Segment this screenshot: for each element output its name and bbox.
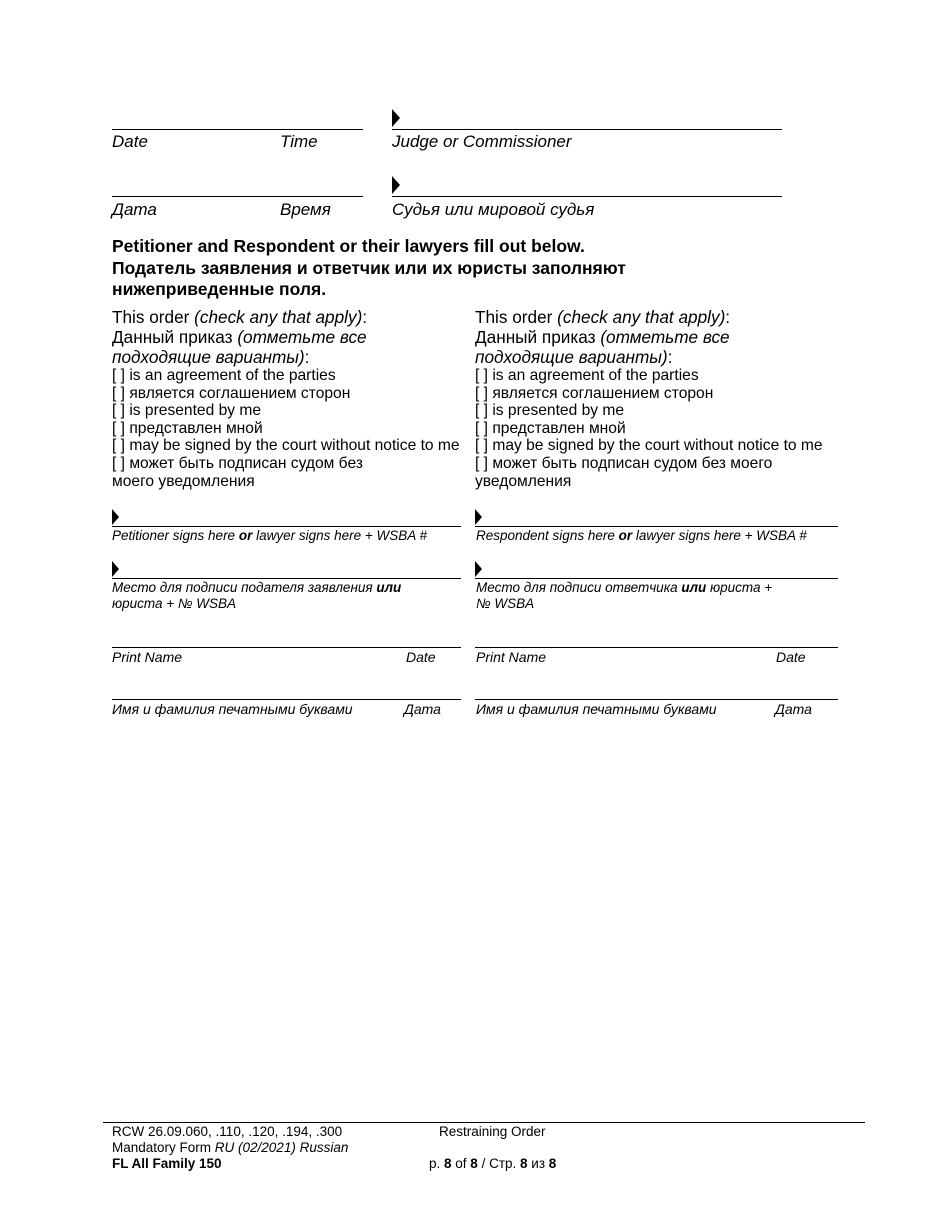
order-intro-ru: Данный приказ (отметьте все bbox=[475, 327, 730, 347]
respondent-print-name-label-ru: Имя и фамилия печатными буквами bbox=[476, 701, 717, 717]
respondent-order-options bbox=[475, 307, 823, 490]
option-no-notice-ru-cont: моего уведомления bbox=[112, 472, 255, 490]
petitioner-signature-arrow-icon-ru bbox=[112, 561, 119, 577]
petitioner-print-name-label-ru: Имя и фамилия печатными буквами bbox=[112, 701, 353, 717]
footer-page-number: p. 8 of 8 / Стр. 8 из 8 bbox=[429, 1156, 557, 1171]
judge-signature-arrow-icon-ru bbox=[392, 176, 400, 194]
date-label-en: Date bbox=[112, 132, 148, 151]
petitioner-date-label-ru: Дата bbox=[404, 701, 441, 717]
respondent-date-label: Date bbox=[776, 649, 806, 665]
judge-label-en: Judge or Commissioner bbox=[392, 132, 572, 151]
petitioner-sign-label-en: Petitioner signs here or lawyer signs here + WSBA # bbox=[112, 528, 428, 543]
order-intro-ru: Данный приказ (отметьте все bbox=[112, 327, 367, 347]
heading-line-ru-1: Податель заявления и ответчик или их юристы заполняют bbox=[112, 257, 626, 278]
option-presented-checkbox-ru[interactable]: [ ] представлен мной bbox=[112, 419, 263, 437]
option-presented-checkbox-ru[interactable]: [ ] представлен мной bbox=[475, 419, 626, 437]
option-no-notice-checkbox[interactable]: [ ] may be signed by the court without notice to me bbox=[475, 437, 823, 455]
order-intro-ru-cont: подходящие варианты): bbox=[112, 347, 310, 367]
order-intro-en: This order (check any that apply): bbox=[112, 307, 368, 327]
petitioner-date-label: Date bbox=[406, 649, 436, 665]
option-presented-checkbox[interactable]: [ ] is presented by me bbox=[475, 402, 625, 420]
option-presented-checkbox[interactable]: [ ] is presented by me bbox=[112, 402, 262, 420]
respondent-sign-label-ru: Место для подписи ответчика или юриста + № WSBA bbox=[476, 580, 773, 611]
petitioner-print-name-line-ru[interactable] bbox=[112, 699, 461, 700]
time-label-en: Time bbox=[280, 132, 318, 151]
respondent-sign-label-en: Respondent signs here or lawyer signs here + WSBA # bbox=[476, 528, 807, 543]
judge-signature-line-en[interactable] bbox=[392, 129, 782, 130]
heading-line-ru-2: нижеприведенные поля. bbox=[112, 279, 327, 299]
date-time-line-en[interactable] bbox=[112, 129, 363, 130]
time-label-ru: Время bbox=[280, 200, 331, 219]
option-agreement-checkbox-ru[interactable]: [ ] является соглашением сторон bbox=[475, 384, 714, 402]
respondent-print-name-line[interactable] bbox=[475, 647, 838, 648]
option-agreement-checkbox[interactable]: [ ] is an agreement of the parties bbox=[112, 367, 336, 384]
option-no-notice-checkbox-ru[interactable]: [ ] может быть подписан судом без bbox=[112, 454, 363, 472]
footer-form-id: FL All Family 150 bbox=[112, 1156, 222, 1171]
footer-mandatory-form: Mandatory Form RU (02/2021) Russian bbox=[112, 1140, 349, 1155]
section-heading bbox=[112, 236, 732, 301]
option-no-notice-checkbox-ru[interactable]: [ ] может быть подписан судом без моего bbox=[475, 454, 773, 472]
option-no-notice-ru-cont: уведомления bbox=[475, 472, 572, 490]
petitioner-sign-label-ru: Место для подписи подателя заявления или юриста + № WSBA bbox=[112, 580, 402, 611]
respondent-date-label-ru: Дата bbox=[775, 701, 812, 717]
petitioner-signature-line[interactable] bbox=[112, 526, 461, 527]
petitioner-signature-line-ru[interactable] bbox=[112, 578, 461, 579]
petitioner-signature-arrow-icon bbox=[112, 509, 119, 525]
order-intro-ru-cont: подходящие варианты): bbox=[475, 347, 673, 367]
petitioner-order-options bbox=[112, 307, 460, 490]
petitioner-print-name-label: Print Name bbox=[112, 649, 183, 665]
date-time-line-ru[interactable] bbox=[112, 196, 363, 197]
footer-rule bbox=[103, 1122, 865, 1123]
respondent-signature-line[interactable] bbox=[475, 526, 838, 527]
option-agreement-checkbox-ru[interactable]: [ ] является соглашением сторон bbox=[112, 384, 351, 402]
footer-title: Restraining Order bbox=[439, 1124, 546, 1139]
option-agreement-checkbox[interactable]: [ ] is an agreement of the parties bbox=[475, 367, 699, 384]
date-label-ru: Дата bbox=[112, 200, 157, 219]
judge-signature-arrow-icon bbox=[392, 109, 400, 127]
option-no-notice-checkbox[interactable]: [ ] may be signed by the court without notice to me bbox=[112, 437, 460, 455]
judge-label-ru: Судья или мировой судья bbox=[392, 200, 595, 219]
order-intro-en: This order (check any that apply): bbox=[475, 307, 731, 327]
respondent-signature-arrow-icon bbox=[475, 509, 482, 525]
footer-rcw: RCW 26.09.060, .110, .120, .194, .300 bbox=[112, 1124, 343, 1139]
respondent-print-name-label: Print Name bbox=[476, 649, 547, 665]
judge-signature-line-ru[interactable] bbox=[392, 196, 782, 197]
respondent-print-name-line-ru[interactable] bbox=[475, 699, 838, 700]
respondent-signature-arrow-icon-ru bbox=[475, 561, 482, 577]
petitioner-print-name-line[interactable] bbox=[112, 647, 461, 648]
heading-line-en: Petitioner and Respondent or their lawyers fill out below. bbox=[112, 236, 585, 256]
respondent-signature-line-ru[interactable] bbox=[475, 578, 838, 579]
